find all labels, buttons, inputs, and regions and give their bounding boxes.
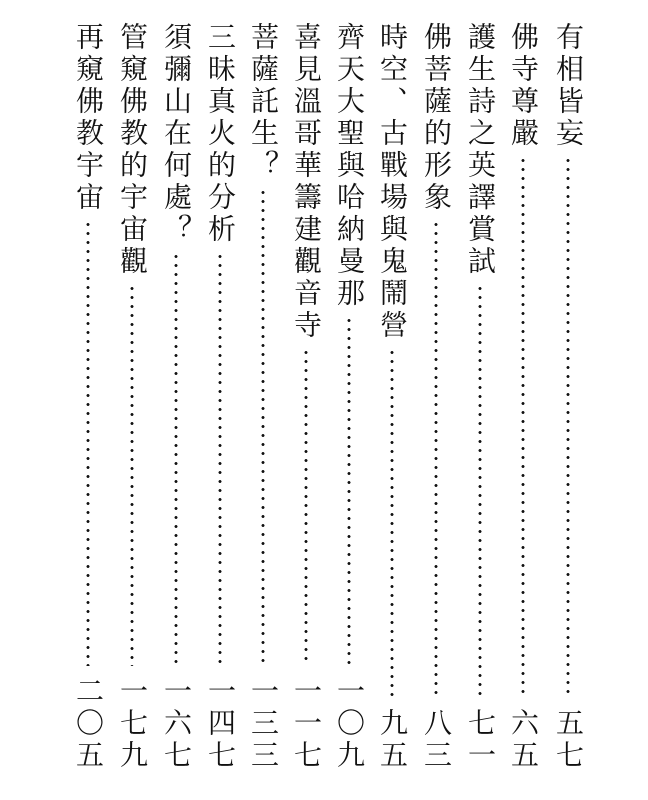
page-number: 六五 <box>507 708 540 772</box>
page-number: 一一七 <box>290 676 323 772</box>
dot-leader <box>218 252 222 666</box>
toc-entry <box>288 22 324 772</box>
entry-title: 三昧真火的分析 <box>204 22 237 246</box>
dot-leader <box>390 348 394 698</box>
dot-leader <box>261 188 265 666</box>
entry-title: 管窺佛教的宇宙觀 <box>116 22 149 278</box>
page-number: 一六七 <box>160 676 193 772</box>
toc-entry <box>331 22 367 772</box>
entry-title: 有相皆妄 <box>552 22 585 150</box>
entry-title: 齊天大聖與哈納曼那 <box>333 22 366 310</box>
entry-title: 喜見溫哥華籌建觀音寺 <box>290 22 323 342</box>
entry-title: 護生詩之英譯賞試 <box>464 22 497 278</box>
toc-entry <box>462 22 498 772</box>
page-number: 一七九 <box>116 676 149 772</box>
entry-title: 佛菩薩的形象 <box>420 22 453 214</box>
toc-entry <box>70 22 106 772</box>
dot-leader <box>478 284 482 698</box>
dot-leader <box>174 252 178 666</box>
page-number: 五七 <box>552 708 585 772</box>
entry-title: 佛寺尊嚴 <box>507 22 540 150</box>
page-number: 二〇五 <box>72 676 105 772</box>
dot-leader <box>304 348 308 666</box>
toc-entry <box>550 22 586 772</box>
entry-title: 時空、古戰場與鬼鬧營 <box>376 22 409 342</box>
dot-leader <box>86 220 90 666</box>
page-number: 一三三 <box>247 676 280 772</box>
toc-entry <box>202 22 238 772</box>
page-number: 一〇九 <box>333 676 366 772</box>
page-number: 九五 <box>376 708 409 772</box>
entry-title: 菩薩託生？ <box>247 22 280 182</box>
entry-title: 須彌山在何處？ <box>160 22 193 246</box>
dot-leader <box>347 316 351 666</box>
toc-entry <box>245 22 281 772</box>
page-number: 一四七 <box>204 676 237 772</box>
dot-leader <box>566 156 570 698</box>
dot-leader <box>130 284 134 666</box>
page-number: 七一 <box>464 708 497 772</box>
dot-leader <box>434 220 438 698</box>
toc-entry <box>114 22 150 772</box>
dot-leader <box>521 156 525 698</box>
toc-entry <box>418 22 454 772</box>
entry-title: 再窺佛教宇宙 <box>72 22 105 214</box>
page-number: 八三 <box>420 708 453 772</box>
toc-entry <box>158 22 194 772</box>
toc-entry <box>374 22 410 772</box>
toc-entry <box>505 22 541 772</box>
